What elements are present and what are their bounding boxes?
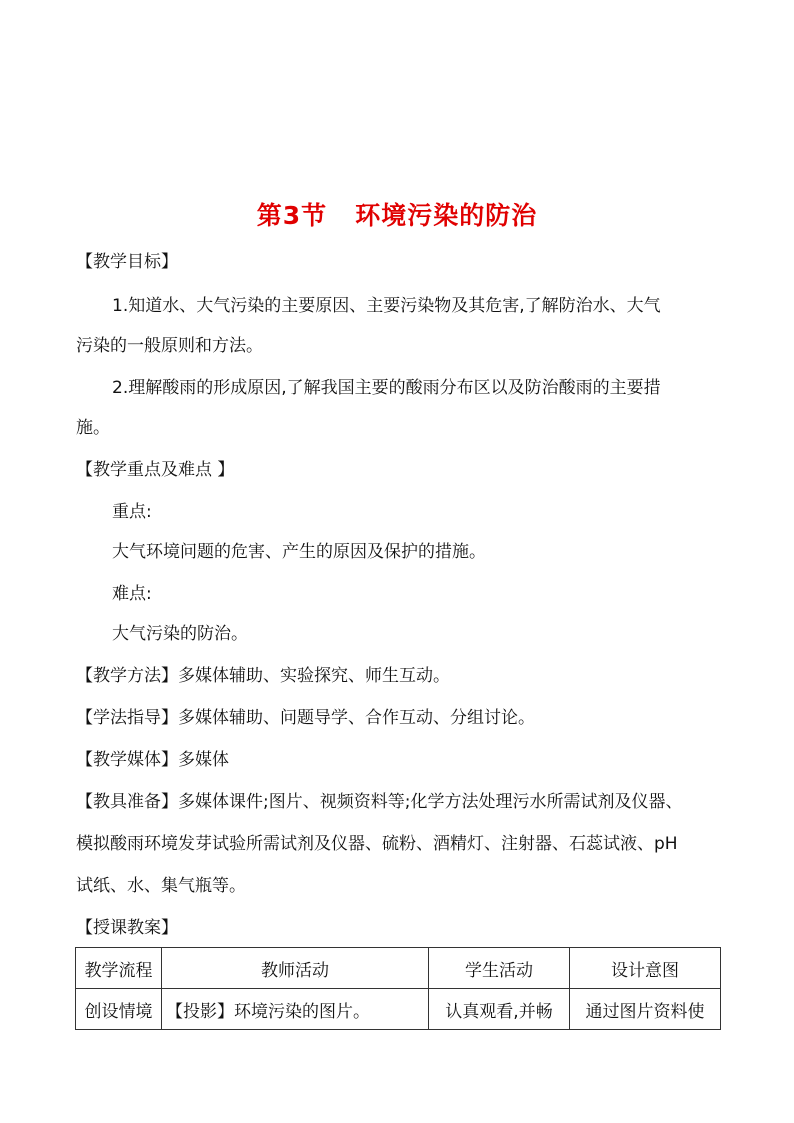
- prep-line-3: 试纸、水、集气瓶等。: [76, 876, 246, 896]
- media-heading: 【教学媒体】: [76, 750, 178, 770]
- plan-heading: 【授课教案】: [76, 918, 178, 938]
- difficult-text: 大气污染的防治。: [112, 624, 248, 644]
- table-header-row: [76, 948, 721, 989]
- goals-heading: 【教学目标】: [76, 252, 178, 272]
- cell-teacher-activity: 【投影】环境污染的图片。: [162, 989, 429, 1030]
- chapter-number: 第3节: [256, 201, 328, 230]
- page-title: [0, 196, 794, 232]
- key-points-heading: 【教学重点及难点 】: [76, 460, 235, 480]
- header-process: 教学流程: [76, 948, 162, 989]
- prep-line-1: [76, 790, 682, 814]
- header-teacher-activity: 教师活动: [162, 948, 429, 989]
- key-label: 重点:: [112, 502, 152, 522]
- goal-1-line-2: 污染的一般原则和方法。: [76, 336, 263, 356]
- prep-line-2: 模拟酸雨环境发芽试验所需试剂及仪器、硫粉、酒精灯、注射器、石蕊试液、pH: [76, 834, 678, 854]
- method-text: 多媒体辅助、实验探究、师生互动。: [178, 666, 450, 686]
- goal-2-line-2: 施。: [76, 418, 110, 438]
- prep-text-1: 多媒体课件;图片、视频资料等;化学方法处理污水所需试剂及仪器、: [178, 792, 683, 812]
- method-line: [76, 664, 450, 688]
- cell-design-intent: 通过图片资料使: [570, 989, 721, 1030]
- prep-heading: 【教具准备】: [76, 792, 178, 812]
- goal-1-line-1: 1.知道水、大气污染的主要原因、主要污染物及其危害,了解防治水、大气: [112, 296, 661, 316]
- study-heading: 【学法指导】: [76, 708, 178, 728]
- goal-2-line-1: 2.理解酸雨的形成原因,了解我国主要的酸雨分布区以及防治酸雨的主要措: [112, 378, 661, 398]
- cell-process: 创设情境: [76, 989, 162, 1030]
- header-design-intent: 设计意图: [570, 948, 721, 989]
- key-text: 大气环境问题的危害、产生的原因及保护的措施。: [112, 542, 486, 562]
- chapter-name: 环境污染的防治: [355, 201, 538, 230]
- media-line: [76, 748, 229, 772]
- study-text: 多媒体辅助、问题导学、合作互动、分组讨论。: [178, 708, 535, 728]
- table-row: [76, 989, 721, 1030]
- cell-student-activity: 认真观看,并畅: [429, 989, 570, 1030]
- method-heading: 【教学方法】: [76, 666, 178, 686]
- difficult-label: 难点:: [112, 584, 152, 604]
- lesson-plan-table: [75, 947, 721, 1030]
- study-line: [76, 706, 535, 730]
- media-text: 多媒体: [178, 750, 229, 770]
- header-student-activity: 学生活动: [429, 948, 570, 989]
